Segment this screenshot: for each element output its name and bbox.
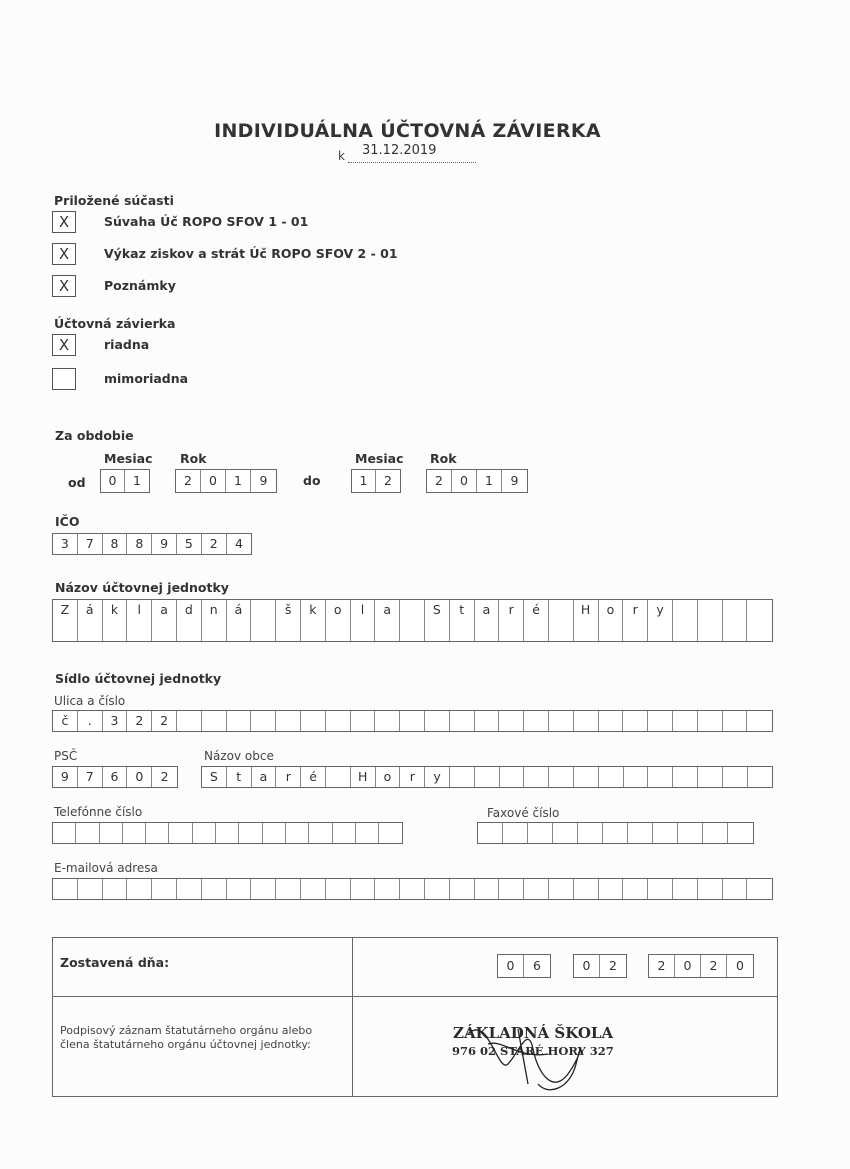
psc-cell: 6 <box>103 767 128 787</box>
street-field[interactable] <box>52 710 773 732</box>
attachment-checkbox[interactable]: X <box>52 243 76 265</box>
entity-name-cell <box>177 620 202 641</box>
attachment-checkbox[interactable]: X <box>52 275 76 297</box>
email-cell <box>524 879 549 899</box>
street-cell <box>251 711 276 731</box>
street-cell <box>177 711 202 731</box>
from-year-cell: 0 <box>201 470 226 492</box>
psc-label: PSČ <box>54 749 78 763</box>
town-cell: a <box>252 767 277 787</box>
from-month-cell: 1 <box>133 473 141 488</box>
town-cell: é <box>301 767 326 787</box>
street-cell <box>747 711 772 731</box>
entity-name-cell <box>152 620 177 641</box>
fax-cell <box>628 823 653 843</box>
stamp-line2: 976 02 STARÉ HORY 327 <box>452 1044 614 1058</box>
period-heading: Za obdobie <box>55 428 134 443</box>
seat-heading: Sídlo účtovnej jednotky <box>55 671 222 686</box>
compiled-year-cell: 0 <box>736 958 744 973</box>
email-cell <box>450 879 475 899</box>
closing-type-label: riadna <box>104 337 150 352</box>
to-year-cell: 2 <box>427 470 452 492</box>
email-cell <box>400 879 425 899</box>
entity-name-cell <box>276 620 301 641</box>
psc-cell: 7 <box>78 767 103 787</box>
entity-name-cell <box>698 620 723 641</box>
phone-cell <box>239 823 262 843</box>
stamp-line1: ZÁKLADNÁ ŠKOLA <box>453 1024 614 1042</box>
entity-name-cell <box>425 620 450 641</box>
psc-cell: 0 <box>127 767 152 787</box>
ico-cell: 5 <box>177 534 202 554</box>
from-month-label: Mesiac <box>104 451 153 466</box>
fax-cell <box>503 823 528 843</box>
psc-cell: 2 <box>160 769 169 784</box>
attachment-label: Poznámky <box>104 278 176 293</box>
street-cell <box>723 711 748 731</box>
town-cell: r <box>276 767 301 787</box>
street-cell: č <box>53 711 78 731</box>
entity-name-cell: á <box>227 600 252 620</box>
street-cell <box>623 711 648 731</box>
town-cell <box>698 767 723 787</box>
phone-cell <box>333 823 356 843</box>
town-cell <box>748 767 773 787</box>
town-cell <box>524 767 549 787</box>
to-year-cell: 0 <box>452 470 477 492</box>
phone-cell <box>169 823 192 843</box>
town-label: Názov obce <box>204 749 274 763</box>
town-cell <box>500 767 525 787</box>
entity-name-cell: r <box>499 600 524 620</box>
entity-name-cell <box>524 620 549 641</box>
email-cell <box>425 879 450 899</box>
email-cell <box>351 879 376 899</box>
compiled-label: Zostavená dňa: <box>60 955 170 970</box>
email-cell <box>698 879 723 899</box>
phone-cell <box>286 823 309 843</box>
entity-name-cell <box>326 620 351 641</box>
ico-cell: 8 <box>127 534 152 554</box>
entity-name-cell: k <box>301 600 326 620</box>
compiled-month-field[interactable] <box>573 954 627 978</box>
entity-name-cell: é <box>524 600 549 620</box>
entity-name-cell <box>723 600 748 620</box>
attachment-label: Výkaz ziskov a strát Úč ROPO SFOV 2 - 01 <box>104 246 398 261</box>
to-year-cell: 1 <box>477 470 502 492</box>
fax-cell <box>528 823 553 843</box>
town-cell <box>450 767 475 787</box>
to-year-cell: 9 <box>510 473 519 488</box>
ico-cell: 4 <box>235 536 243 551</box>
ico-cell: 7 <box>78 534 103 554</box>
to-label: do <box>303 473 321 488</box>
compiled-day-cell: 0 <box>498 955 524 977</box>
town-cell: y <box>425 767 450 787</box>
email-cell <box>623 879 648 899</box>
street-cell <box>276 711 301 731</box>
ico-field[interactable] <box>52 533 252 555</box>
entity-name-cell <box>747 600 772 620</box>
entity-name-cell: t <box>450 600 475 620</box>
entity-name-cell: a <box>152 600 177 620</box>
town-cell: S <box>202 767 227 787</box>
email-cell <box>574 879 599 899</box>
entity-name-cell: S <box>425 600 450 620</box>
town-cell: H <box>351 767 376 787</box>
attachment-label: Súvaha Úč ROPO SFOV 1 - 01 <box>104 214 309 229</box>
entity-name-cell <box>623 620 648 641</box>
email-cell <box>78 879 103 899</box>
entity-name-cell: n <box>202 600 227 620</box>
email-cell <box>723 879 748 899</box>
street-cell: . <box>78 711 103 731</box>
street-cell <box>326 711 351 731</box>
street-cell <box>301 711 326 731</box>
street-cell <box>673 711 698 731</box>
entity-name-line1[interactable] <box>52 599 773 621</box>
to-month-field[interactable] <box>351 469 401 493</box>
phone-field[interactable] <box>52 822 403 844</box>
ico-cell: 8 <box>103 534 128 554</box>
email-cell <box>53 879 78 899</box>
entity-name-cell <box>673 620 698 641</box>
fax-field[interactable] <box>477 822 754 844</box>
page-title: INDIVIDUÁLNA ÚČTOVNÁ ZÁVIERKA <box>214 120 601 142</box>
phone-cell <box>123 823 146 843</box>
from-year-cell: 9 <box>259 473 268 488</box>
phone-cell <box>379 823 402 843</box>
entity-name-cell <box>53 620 78 641</box>
entity-name-cell: y <box>648 600 673 620</box>
closing-type-label: mimoriadna <box>104 371 189 386</box>
town-cell <box>723 767 748 787</box>
town-cell <box>326 767 351 787</box>
email-cell <box>499 879 524 899</box>
phone-cell <box>76 823 99 843</box>
entity-name-cell <box>227 620 252 641</box>
fax-cell <box>578 823 603 843</box>
town-cell <box>475 767 500 787</box>
fax-label: Faxové číslo <box>487 806 560 820</box>
entity-name-cell: r <box>623 600 648 620</box>
from-year-label: Rok <box>180 451 207 466</box>
entity-name-cell <box>127 620 152 641</box>
compiled-day-cell: 6 <box>533 958 541 973</box>
to-month-cell: 2 <box>384 473 392 488</box>
fax-cell <box>478 823 503 843</box>
ico-cell: 9 <box>152 534 177 554</box>
email-cell <box>103 879 128 899</box>
fax-cell <box>678 823 703 843</box>
ico-heading: IČO <box>55 514 80 529</box>
signature-label-line2: člena štatutárneho orgánu účtovnej jednotky: <box>60 1038 311 1051</box>
entity-name-cell <box>351 620 376 641</box>
street-cell <box>648 711 673 731</box>
attachment-checkbox[interactable]: X <box>52 211 76 233</box>
street-cell <box>574 711 599 731</box>
entity-name-cell: l <box>351 600 376 620</box>
entity-name-cell <box>747 620 772 641</box>
entity-name-cell <box>251 620 276 641</box>
entity-name-cell <box>251 600 276 620</box>
closing-date: 31.12.2019 <box>362 143 437 158</box>
phone-cell <box>53 823 76 843</box>
compiled-year-cell: 0 <box>675 955 701 977</box>
entity-name-cell <box>673 600 698 620</box>
from-year-field[interactable] <box>175 469 277 493</box>
email-label: E-mailová adresa <box>54 861 158 875</box>
street-cell <box>475 711 500 731</box>
from-label: od <box>68 475 86 490</box>
entity-name-cell: H <box>574 600 599 620</box>
phone-cell <box>193 823 216 843</box>
street-cell <box>499 711 524 731</box>
to-month-cell: 1 <box>352 470 376 492</box>
vertical-divider <box>352 938 353 1096</box>
entity-name-cell: a <box>375 600 400 620</box>
entity-name-cell <box>648 620 673 641</box>
entity-name-cell <box>400 620 425 641</box>
entity-name-cell <box>698 600 723 620</box>
street-cell: 2 <box>127 711 152 731</box>
entity-name-cell: á <box>78 600 103 620</box>
entity-name-cell <box>375 620 400 641</box>
closing-type-heading: Účtovná závierka <box>54 316 176 331</box>
entity-name-cell: o <box>326 600 351 620</box>
entity-name-cell: l <box>127 600 152 620</box>
compiled-day-field[interactable] <box>497 954 551 978</box>
entity-name-cell <box>301 620 326 641</box>
entity-name-cell: a <box>475 600 500 620</box>
entity-name-cell <box>400 600 425 620</box>
fax-cell <box>728 823 753 843</box>
entity-name-cell <box>549 600 574 620</box>
street-cell: 3 <box>103 711 128 731</box>
email-cell <box>177 879 202 899</box>
entity-name-cell <box>202 620 227 641</box>
ico-cell: 2 <box>202 534 227 554</box>
from-month-field[interactable] <box>100 469 150 493</box>
from-year-cell: 1 <box>226 470 251 492</box>
email-cell <box>673 879 698 899</box>
street-cell <box>599 711 624 731</box>
email-cell <box>227 879 252 899</box>
compiled-month-cell: 2 <box>609 958 617 973</box>
email-cell <box>475 879 500 899</box>
compiled-year-field[interactable] <box>648 954 754 978</box>
email-cell <box>202 879 227 899</box>
from-year-cell: 2 <box>176 470 201 492</box>
entity-name-cell: o <box>599 600 624 620</box>
fax-cell <box>703 823 728 843</box>
email-cell <box>276 879 301 899</box>
entity-name-cell: d <box>177 600 202 620</box>
ico-cell: 3 <box>53 534 78 554</box>
from-month-cell: 0 <box>101 470 125 492</box>
town-cell: o <box>376 767 401 787</box>
psc-cell: 9 <box>53 767 78 787</box>
town-field[interactable] <box>201 766 773 788</box>
town-cell <box>624 767 649 787</box>
phone-cell <box>263 823 286 843</box>
compiled-year-cell: 2 <box>649 955 675 977</box>
town-cell <box>648 767 673 787</box>
to-year-field[interactable] <box>426 469 528 493</box>
street-cell <box>375 711 400 731</box>
town-cell: t <box>227 767 252 787</box>
entity-name-cell: š <box>276 600 301 620</box>
handwritten-signature <box>458 1004 588 1099</box>
entity-name-line2[interactable] <box>52 620 773 642</box>
town-cell <box>574 767 599 787</box>
phone-cell <box>309 823 332 843</box>
entity-name-heading: Názov účtovnej jednotky <box>55 580 229 595</box>
street-cell <box>549 711 574 731</box>
phone-cell <box>216 823 239 843</box>
town-cell <box>673 767 698 787</box>
attachments-heading: Priložené súčasti <box>54 193 174 208</box>
street-cell <box>400 711 425 731</box>
street-cell <box>227 711 252 731</box>
psc-field[interactable] <box>52 766 178 788</box>
phone-cell <box>100 823 123 843</box>
date-dotted-line <box>348 162 476 163</box>
entity-name-cell: k <box>103 600 128 620</box>
email-cell <box>152 879 177 899</box>
street-cell: 2 <box>152 711 177 731</box>
street-cell <box>202 711 227 731</box>
email-cell <box>251 879 276 899</box>
email-cell <box>599 879 624 899</box>
email-cell <box>549 879 574 899</box>
email-cell <box>375 879 400 899</box>
to-year-label: Rok <box>430 451 457 466</box>
entity-name-cell <box>499 620 524 641</box>
compiled-signature-box <box>52 937 778 1097</box>
email-field[interactable] <box>52 878 773 900</box>
to-month-label: Mesiac <box>355 451 404 466</box>
street-cell <box>351 711 376 731</box>
entity-name-cell <box>450 620 475 641</box>
entity-name-cell <box>475 620 500 641</box>
street-cell <box>524 711 549 731</box>
street-label: Ulica a číslo <box>54 694 126 708</box>
entity-name-cell <box>723 620 748 641</box>
email-cell <box>648 879 673 899</box>
compiled-year-cell: 2 <box>701 955 727 977</box>
town-cell: r <box>400 767 425 787</box>
street-cell <box>425 711 450 731</box>
compiled-month-cell: 0 <box>574 955 600 977</box>
signature-label-line1: Podpisový záznam štatutárneho orgánu alebo <box>60 1024 313 1037</box>
entity-name-cell <box>599 620 624 641</box>
phone-cell <box>356 823 379 843</box>
date-prefix: k <box>338 149 345 163</box>
street-cell <box>698 711 723 731</box>
email-cell <box>301 879 326 899</box>
entity-name-cell: Z <box>53 600 78 620</box>
fax-cell <box>553 823 578 843</box>
entity-name-cell <box>549 620 574 641</box>
street-cell <box>450 711 475 731</box>
email-cell <box>127 879 152 899</box>
fax-cell <box>653 823 678 843</box>
entity-name-cell <box>103 620 128 641</box>
closing-type-checkbox[interactable] <box>52 368 76 390</box>
entity-name-cell <box>78 620 103 641</box>
phone-cell <box>146 823 169 843</box>
town-cell <box>599 767 624 787</box>
email-cell <box>326 879 351 899</box>
entity-name-cell <box>574 620 599 641</box>
phone-label: Telefónne číslo <box>54 805 143 819</box>
horizontal-divider <box>53 996 777 997</box>
fax-cell <box>603 823 628 843</box>
closing-type-checkbox[interactable]: X <box>52 334 76 356</box>
email-cell <box>747 879 772 899</box>
town-cell <box>549 767 574 787</box>
